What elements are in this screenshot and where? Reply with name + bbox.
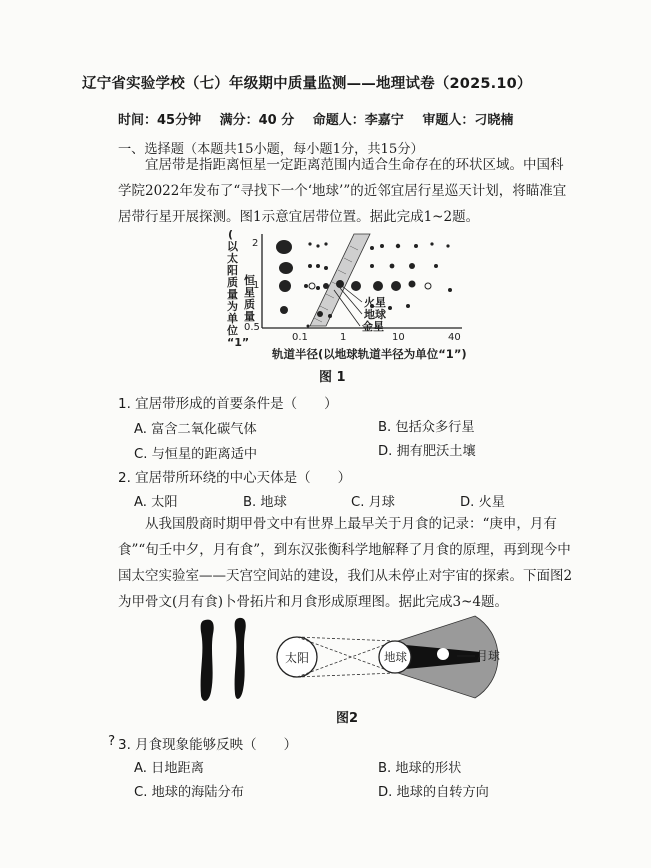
- figure1-ytick-2: 2: [252, 238, 259, 249]
- question-3-stem: 3. 月食现象能够反映（ ）: [118, 737, 298, 753]
- question-1-option-b: B. 包括众多行星: [378, 420, 475, 435]
- question-1-option-a: A. 富含二氧化碳气体: [134, 422, 257, 437]
- question-2-option-c: C. 月球: [351, 495, 395, 510]
- figure1-xtick-40: 40: [448, 332, 461, 343]
- figure1-ytick-05: 0.5: [244, 322, 260, 333]
- oracle-bone-rubbing-left: [201, 620, 214, 701]
- figure1-ylabel: (以太 阳质量 为单位 “1”: [227, 228, 250, 349]
- label-venus: 金星: [362, 320, 384, 333]
- figure1-habitable-zone-diagram: [222, 226, 482, 366]
- label-mars: 火星: [364, 296, 386, 309]
- question-1-stem: 1. 宜居带形成的首要条件是（ ）: [118, 396, 338, 412]
- exam-title: 辽宁省实验学校（七）年级期中质量监测——地理试卷（2025.10）: [82, 76, 532, 92]
- passage-2: 从我国殷商时期甲骨文中有世界上最早关于月食的记录：“庚申，月有食”“旬壬中夕，月有食”，到东汉张衡科学地解释了月食的原理，再到现今中国太空实验室——天宫空间站的建设，我们从未停止对宇宙的探索。下面图2为甲骨文(月有食)卜骨拓片和月食形成原理图。据此完成3~4题。: [118, 516, 573, 610]
- question-2-option-d: D. 火星: [460, 495, 505, 510]
- oracle-bone-rubbing-right: [235, 618, 246, 699]
- moon-label: 月球: [476, 649, 501, 663]
- question-3-option-c: C. 地球的海陆分布: [134, 785, 244, 800]
- figure1-ytick-1: 1: [253, 280, 260, 291]
- figure1-xtick-01: 0.1: [292, 332, 308, 343]
- intro-paragraph: 宜居带是指距离恒星一定距离范围内适合生命存在的环状区域。中国科学院2022年发布了“寻找下一个‘地球’”的近邻宜居行星巡天计划，将瞄准宜居带行星开展探测。图1示意宜居带位置。据此完成1~2题。: [118, 157, 567, 225]
- exam-score: 满分：40 分: [219, 113, 295, 128]
- question-1-option-c: C. 与恒星的距离适中: [134, 447, 258, 462]
- exam-author: 命题人：李嘉宁: [312, 113, 404, 128]
- figure1-xtick-10: 10: [392, 332, 405, 343]
- question-1-option-d: D. 拥有肥沃土壤: [378, 444, 476, 459]
- section-heading: 一、选择题（本题共15小题，每小题1分，共15分）: [118, 142, 424, 157]
- label-earth: 地球: [364, 308, 386, 321]
- figure1-caption: 图 1: [319, 370, 346, 385]
- exam-meta: [118, 109, 527, 128]
- figure2-lunar-eclipse-diagram: [195, 612, 525, 707]
- question-2-option-b: B. 地球: [243, 495, 287, 510]
- question-2-option-a: A. 太阳: [134, 495, 178, 510]
- question-3-option-a: A. 日地距离: [134, 761, 204, 776]
- figure1-ylabel-side: 恒星质量: [244, 274, 255, 323]
- figure1-xtick-1: 1: [340, 332, 347, 343]
- figure1-xlabel: 轨道半径(以地球轨道半径为单位“1”): [272, 347, 467, 361]
- question-3-option-b: B. 地球的形状: [378, 761, 462, 776]
- question-2-stem: 2. 宜居带所环绕的中心天体是（ ）: [118, 470, 352, 486]
- sun-label: 太阳: [285, 651, 310, 665]
- moon-shape: [437, 648, 449, 660]
- exam-time: 时间：45分钟: [118, 113, 202, 128]
- question-3-option-d: D. 地球的自转方向: [378, 785, 489, 800]
- earth-label: 地球: [384, 650, 407, 664]
- exam-reviewer: 审题人：刁晓楠: [422, 113, 514, 128]
- figure2-caption: 图2: [336, 711, 359, 726]
- question-3-mark: ?: [108, 733, 116, 749]
